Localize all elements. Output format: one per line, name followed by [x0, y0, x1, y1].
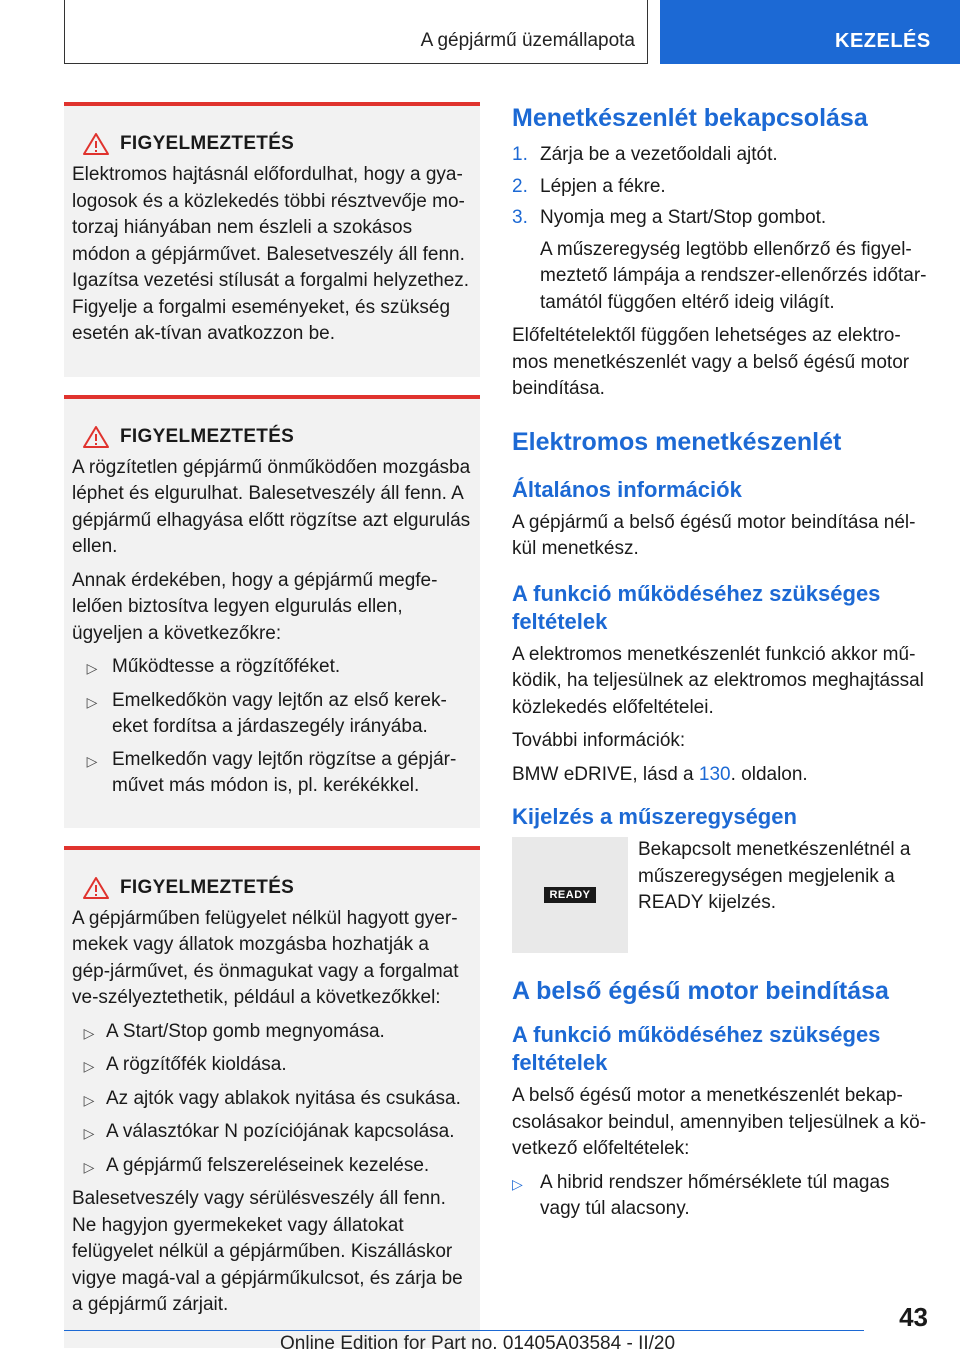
warning-title: FIGYELMEZTETÉS	[120, 133, 295, 154]
list-item	[72, 1153, 472, 1181]
paragraph: A gépjármű a belső égésű motor beindítása nél-kül menetkész.	[512, 511, 916, 559]
subsection-heading: Általános információk	[512, 476, 742, 502]
warning-triangle-icon	[82, 876, 110, 900]
list-item	[72, 1019, 472, 1047]
warning-triangle-icon	[82, 425, 110, 449]
bullet-triangle-icon: ▷	[83, 1125, 95, 1141]
step-note: A műszeregység legtöbb ellenőrző és figyel-meztető lámpája a rendszer-ellenőrzés időtar-tamától függően eltérő ideig világít.	[540, 238, 927, 313]
warning-box-2	[64, 395, 480, 828]
chapter-label: KEZELÉS	[835, 30, 931, 52]
list-item	[72, 1119, 472, 1147]
footer-divider	[64, 1330, 864, 1331]
chapter-tab[interactable]	[660, 0, 960, 64]
warning-box-1	[64, 102, 480, 377]
warning-text: Balesetveszély vagy sérülésveszély áll fenn. Ne hagyjon gyermekeket vagy állatokat felügyelet nélkül a gépjárműben. Kiszálláskor vigye magá-val a gépjárműkulcsot, és zárja be a gépjármű zárjait.	[72, 1188, 463, 1315]
section-heading: Elektromos menetkészenlét	[512, 427, 842, 456]
subsection-heading: Kijelzés a műszeregységen	[512, 804, 797, 829]
warning-text: A gépjárműben felügyelet nélkül hagyott gyer-mekek vagy állatok mozgásba hozhatják a gép-járművet, és önmagukat vagy a forgalmat ve-szélyeztethetik, például a következőkkel:	[72, 907, 459, 1008]
list-item-text: A választókar N pozíciójának kapcsolása.	[106, 1121, 455, 1142]
paragraph: A elektromos menetkészenlét funkció akkor mű-ködik, ha teljesülnek az elektromos meghajtással közlekedés előfeltételei.	[512, 643, 924, 718]
list-item-text: Működtesse a rögzítőféket.	[112, 656, 341, 677]
section-heading: Menetkészenlét bekapcsolása	[512, 104, 868, 132]
warning-header	[72, 876, 472, 900]
paragraph: További információk:	[512, 730, 686, 751]
bullet-triangle-icon: ▷	[83, 1058, 95, 1074]
bullet-triangle-icon: ▷	[83, 1091, 95, 1108]
warning-text: Annak érdekében, hogy a gépjármű megfe-lelően biztosítva legyen elgurulás ellen, ügyeljen a következőkre:	[72, 569, 438, 644]
header-title-box	[64, 0, 648, 64]
step-text: Zárja be a vezetőoldali ajtót.	[540, 144, 778, 165]
footer-edition: Online Edition for Part no. 01405A03584 - II/20	[280, 1333, 676, 1354]
page-link[interactable]: 130	[698, 763, 731, 785]
bullet-triangle-icon: ▷	[83, 1158, 95, 1175]
warning-box-3	[64, 846, 480, 1348]
list-item	[512, 1170, 928, 1223]
ready-indicator: READY	[544, 887, 596, 903]
instrument-cluster-image	[512, 837, 628, 953]
header-title: A gépjármű üzemállapota	[420, 30, 635, 51]
step-number: 3.	[512, 207, 528, 228]
page-number: 43	[899, 1302, 928, 1332]
bullet-triangle-icon: ▷	[512, 1175, 523, 1192]
step-text: Lépjen a fékre.	[540, 175, 666, 197]
section-heading: A belső égésű motor beindítása	[512, 977, 889, 1005]
right-column	[512, 102, 928, 1229]
list-item	[72, 654, 472, 682]
list-item-text: Emelkedőn vagy lejtőn rögzítse a gépjár-művet más módon is, pl. kerékékkel.	[112, 748, 457, 796]
list-item	[72, 1086, 472, 1114]
bullet-triangle-icon: ▷	[83, 1024, 95, 1041]
step-item	[512, 174, 928, 201]
step-number: 1.	[512, 144, 528, 165]
subsection-heading: A funkció működéséhez szükséges feltételek	[512, 1022, 881, 1075]
warning-title: FIGYELMEZTETÉS	[120, 876, 295, 898]
left-column	[64, 102, 480, 1366]
paragraph: A belső égésű motor a menetkészenlét bekap-csolásakor beindul, amennyiben teljesülnek a kö-vetkező előfeltételek:	[512, 1085, 927, 1159]
subsection-heading: A funkció működéséhez szükséges feltételek	[512, 580, 881, 634]
figure-row	[512, 837, 928, 953]
warning-title: FIGYELMEZTETÉS	[120, 425, 295, 447]
reference-suffix: . oldalon.	[730, 763, 808, 785]
list-item-text: Emelkedőkön vagy lejtőn az első kerek-eket fordítsa a járdaszegély irányába.	[112, 689, 447, 737]
list-item-text: Az ajtók vagy ablakok nyitása és csukása.	[106, 1087, 461, 1109]
step-text: Nyomja meg a Start/Stop gombot.	[540, 207, 827, 228]
bullet-triangle-icon: ▷	[86, 752, 98, 769]
list-item-text: A gépjármű felszereléseinek kezelése.	[106, 1154, 430, 1176]
list-item-text: A hibrid rendszer hőmérséklete túl magas vagy túl alacsony.	[540, 1171, 890, 1219]
reference-prefix: BMW eDRIVE, lásd a	[512, 763, 699, 785]
bullet-triangle-icon: ▷	[86, 660, 98, 676]
step-item	[512, 142, 928, 169]
warning-header	[72, 425, 472, 449]
cross-reference	[512, 762, 928, 789]
paragraph: Előfeltételektől függően lehetséges az elektro-mos menetkészenlét vagy a belső égésű motor beindítása.	[512, 325, 910, 399]
list-item	[72, 747, 472, 800]
warning-text: A rögzítetlen gépjármű önműködően mozgásba léphet és elgurulhat. Balesetveszély áll fenn. A gépjármű elhagyása előtt rögzítse azt elgurulás ellen.	[72, 456, 471, 557]
step-number: 2.	[512, 175, 528, 197]
bullet-triangle-icon: ▷	[86, 693, 98, 710]
warning-header	[72, 132, 472, 156]
step-item	[512, 205, 928, 232]
warning-triangle-icon	[82, 132, 110, 156]
list-item	[72, 688, 472, 741]
list-item-text: A Start/Stop gomb megnyomása.	[106, 1020, 385, 1042]
list-item	[72, 1052, 472, 1080]
warning-text: Elektromos hajtásnál előfordulhat, hogy a gya-logosok és a közlekedés többi résztvevője mo-torzaj hiányában nem észleli a szokásos módon a gépjárművet. Balesetveszély áll fenn. Igazítsa vezetési stílusát a forgalmi helyzethez. Figyelje a forgalmi eseményeket, és szükség esetén ak-tívan avatkozzon be.	[72, 164, 470, 344]
list-item-text: A rögzítőfék kioldása.	[106, 1054, 287, 1075]
figure-caption: Bekapcsolt menetkészenlétnél a műszeregységen megjelenik a READY kijelzés.	[638, 839, 911, 913]
